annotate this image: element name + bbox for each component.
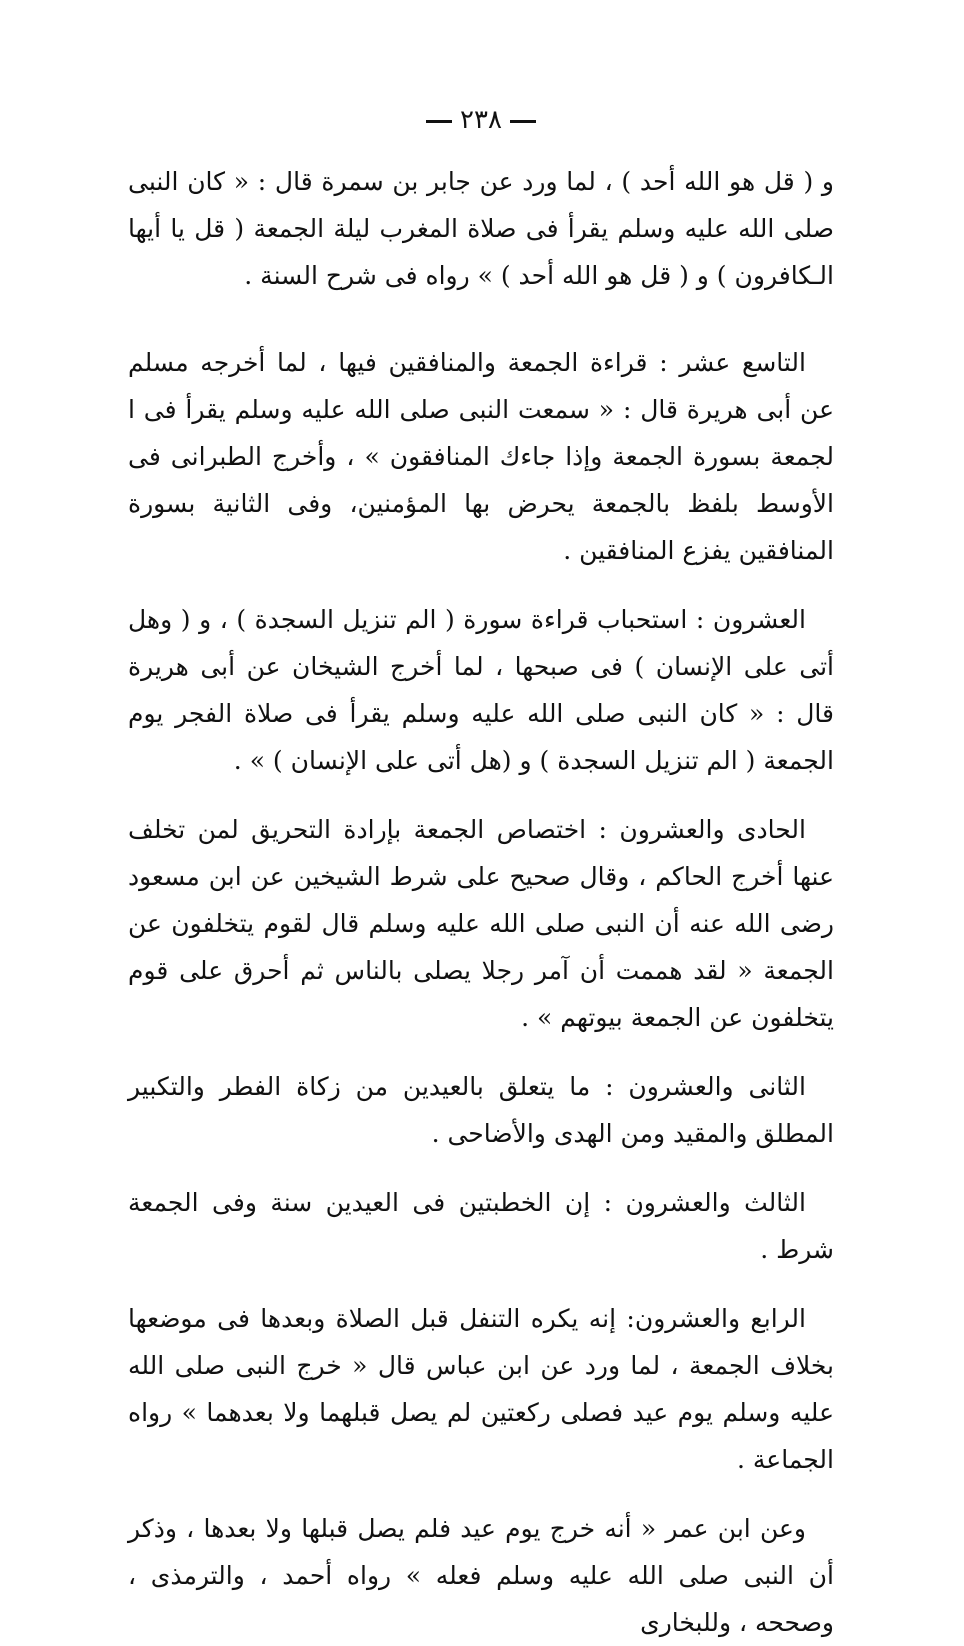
page-number-dash-left (426, 120, 452, 123)
paragraph-continuation: و ( قل هو الله أحد ) ، لما ورد عن جابر بن سمرة قال : « كان النبى صلى الله عليه وسلم يقرأ فى صلاة المغرب ليلة الجمعة ( قل يا أيها الـكافرون ) و ( قل هو الله أحد ) » رواه فى شرح السنة . (128, 167, 834, 290)
paragraph-nineteenth: التاسع عشر : قراءة الجمعة والمنافقين فيها ، لما أخرجه مسلم عن أبى هريرة قال : « سمعت النبى صلى الله عليه وسلم يقرأ فى ا لجمعة بسورة الجمعة وإذا جاءك المنافقون » ، وأخرج الطبرانى فى الأوسط بلفظ بالجمعة يحرض بها المؤمنين، وفى الثانية بسورة المنافقين يفزع المنافقين . (128, 348, 834, 565)
paragraph-ibn-umar: وعن ابن عمر « أنه خرج يوم عيد فلم يصل قبلها ولا بعدها ، وذكر أن النبى صلى الله عليه وسلم فعله » رواه أحمد ، والترمذى ، وصححه ، وللبخارى (128, 1514, 834, 1637)
paragraph-twenty-second: الثانى والعشرون : ما يتعلق بالعيدين من زكاة الفطر والتكبير المطلق والمقيد ومن الهدى والأضاحى . (128, 1072, 834, 1148)
page-number-dash-right (510, 120, 536, 123)
page-number-value: ٢٣٨ (460, 105, 502, 135)
paragraph-twenty-fourth: الرابع والعشرون: إنه يكره التنفل قبل الصلاة وبعدها فى موضعها بخلاف الجمعة ، لما ورد عن ابن عباس قال « خرج النبى صلى الله عليه وسلم يوم عيد فصلى ركعتين لم يصل قبلهما ولا بعدهما » رواه الجماعة . (128, 1304, 834, 1474)
paragraph-twentieth: العشرون : استحباب قراءة سورة ( الم تنزيل السجدة ) ، و ( وهل أتى على الإنسان ) فى صبحها ، لما أخرج الشيخان عن أبى هريرة قال : « كان النبى صلى الله عليه وسلم يقرأ فى صلاة الفجر يوم الجمعة ( الم تنزيل السجدة ) و (هل أتى على الإنسان ) » . (128, 605, 834, 775)
page-number (128, 100, 834, 140)
paragraph-twenty-first: الحادى والعشرون : اختصاص الجمعة بإرادة التحريق لمن تخلف عنها أخرج الحاكم ، وقال صحيح على شرط الشيخين عن ابن مسعود رضى الله عنه أن النبى صلى الله عليه وسلم قال لقوم يتخلفون عن الجمعة « لقد هممت أن آمر رجلا يصلى بالناس ثم أحرق على قوم يتخلفون عن الجمعة بيوتهم » . (128, 815, 834, 1032)
paragraph-twenty-third: الثالث والعشرون : إن الخطبتين فى العيدين سنة وفى الجمعة شرط . (128, 1188, 834, 1264)
